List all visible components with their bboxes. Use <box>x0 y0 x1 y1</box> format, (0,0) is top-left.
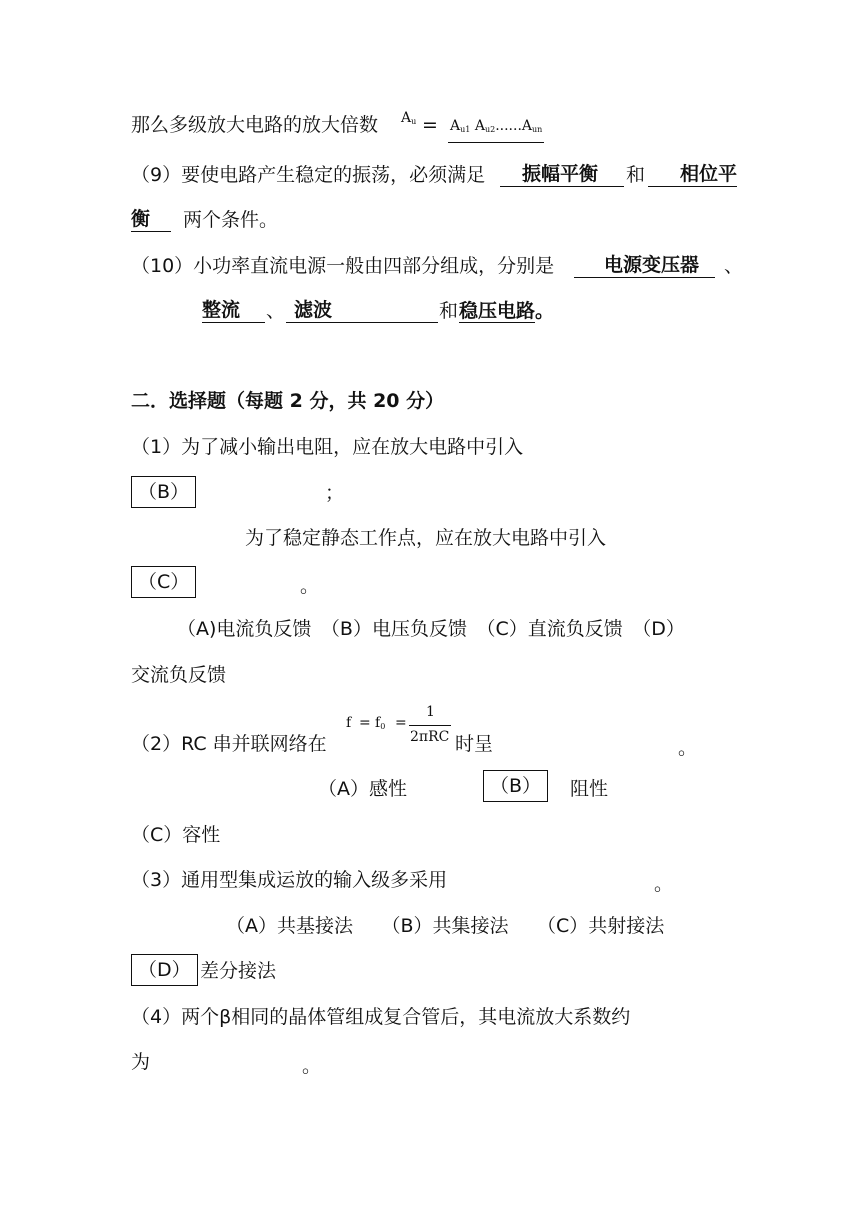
q10-sep1: 、 <box>724 255 744 277</box>
q10-text: （10）小功率直流电源一般由四部分组成，分别是 <box>131 255 555 277</box>
q9-text: （9）要使电路产生稳定的振荡，必须满足 <box>131 164 486 186</box>
c4-text: （4）两个β相同的晶体管组成复合管后，其电流放大系数约 <box>131 1006 631 1028</box>
c1-period: 。 <box>300 575 320 597</box>
c1-answer-a-box: （B） <box>131 476 196 508</box>
q10-and: 和 <box>439 300 459 322</box>
q9-answer-1: 振幅平衡 <box>500 162 624 187</box>
c1-text-a: （1）为了减小输出电阻，应在放大电路中引入 <box>131 436 524 458</box>
q10-answer-3: 滤波 <box>286 298 438 323</box>
c2-formula: f = $f_0$ = 1 2πRC <box>346 704 450 745</box>
c3-option-d: 差分接法 <box>200 960 277 982</box>
q10-answer-1: 电源变压器 <box>574 253 715 278</box>
q8-au-symbol: $A_u$ <box>401 110 417 126</box>
c2-text: （2）RC 串并联网络在 <box>131 733 327 755</box>
q10-answer-2: 整流 <box>202 298 265 323</box>
q10-sep2: 、 <box>266 300 286 322</box>
c1-text-b: 为了稳定静态工作点，应在放大电路中引入 <box>245 527 607 549</box>
c3-options: （A）共基接法 （B）共集接法 （C）共射接法 <box>226 915 665 937</box>
q9-and: 和 <box>626 164 646 186</box>
c1-semicolon: ； <box>325 482 345 504</box>
c2-option-b: 阻性 <box>570 778 609 800</box>
q8-equals: = <box>422 114 438 136</box>
c2-tail: 时呈 <box>455 733 494 755</box>
q9-answer-2b: 衡 <box>131 207 171 232</box>
c4-text-2: 为 <box>131 1051 151 1073</box>
c3-period: 。 <box>654 873 674 895</box>
q8-text: 那么多级放大电路的放大倍数 <box>131 114 379 136</box>
c2-answer-box: （B） <box>483 770 548 802</box>
c1-options-cont: 交流负反馈 <box>131 664 227 686</box>
c2-period: 。 <box>678 737 698 759</box>
c2-option-c: （C）容性 <box>131 824 221 846</box>
q8-answer: $A_{u1}$ $A_{u2}......A_{un}$ <box>448 114 544 143</box>
c2-option-a: （A）感性 <box>318 778 407 800</box>
c1-answer-b-box: （C） <box>131 566 196 598</box>
c3-answer-box: （D） <box>131 954 198 986</box>
q10-answer-4: 稳压电路。 <box>459 300 555 322</box>
q9-answer-2a: 相位平 <box>648 162 737 187</box>
section-2-title: 二．选择题（每题 2 分，共 20 分） <box>131 390 445 412</box>
c4-period: 。 <box>302 1055 322 1077</box>
c3-text: （3）通用型集成运放的输入级多采用 <box>131 869 448 891</box>
q9-tail: 两个条件。 <box>183 209 279 231</box>
c1-options: （A)电流负反馈 （B）电压负反馈 （C）直流负反馈 （D） <box>177 618 685 640</box>
